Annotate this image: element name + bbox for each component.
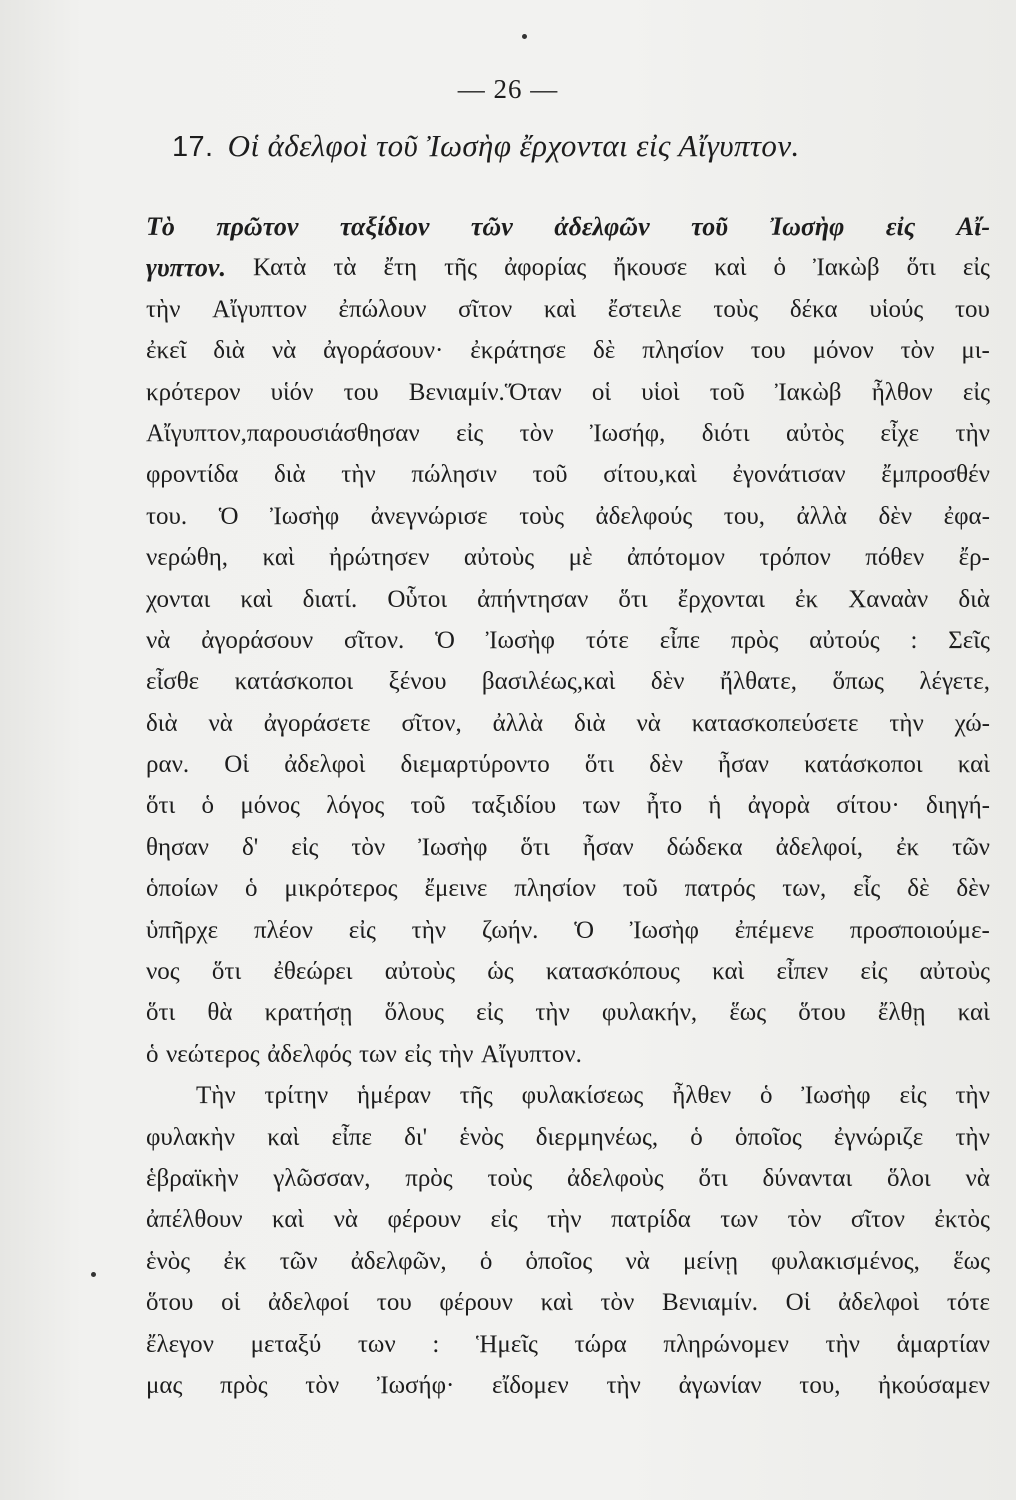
text-line: Τὸ πρῶτον ταξίδιον τῶν ἀδελφῶν τοῦ Ἰωσὴφ εἰς Αἴ-: [146, 212, 990, 241]
text-line: μας πρὸς τὸν Ἰωσήφ· εἴδομεν τὴν ἀγωνίαν του, ἠκούσαμεν: [146, 1371, 990, 1399]
text-line: ραν. Οἱ ἀδελφοὶ διεμαρτύροντο ὅτι δὲν ἦσαν κατάσκοποι καὶ: [146, 751, 990, 779]
text-line: νος ὅτι ἐθεώρει αὐτοὺς ὡς κατασκόπους καὶ εἶπεν εἰς αὐτοὺς: [146, 958, 990, 986]
text-line: κρότερον υἱόν του Βενιαμίν.Ὅταν οἱ υἱοὶ τοῦ Ἰακὼβ ἦλθον εἰς: [146, 378, 990, 406]
text-line: ὁ νεώτερος ἀδελφός των εἰς τὴν Αἴγυπτον.: [146, 1040, 582, 1068]
chapter-title-text: Οἱ ἀδελφοὶ τοῦ Ἰωσὴφ ἔρχονται εἰς Αἴγυπτον.: [227, 128, 800, 163]
text-line: τὴν Αἴγυπτον ἐπώλουν σῖτον καὶ ἔστειλε τοὺς δέκα υἱούς του: [146, 295, 990, 323]
text-line: ὅτι θὰ κρατήσῃ ὅλους εἰς τὴν φυλακήν, ἕως ὅτου ἔλθῃ καὶ: [146, 999, 990, 1027]
text-line: ὅτι ὁ μόνος λόγος τοῦ ταξιδίου των ἦτο ἡ ἀγορὰ σίτου· διηγή-: [146, 792, 990, 820]
text-line: ἀπέλθουν καὶ νὰ φέρουν εἰς τὴν πατρίδα των τὸν σῖτον ἐκτὸς: [146, 1206, 990, 1234]
chapter-number: 17.: [172, 131, 214, 163]
text-line: ὁποίων ὁ μικρότερος ἔμεινε πλησίον τοῦ πατρός των, εἷς δὲ δὲν: [146, 875, 990, 903]
text-line: νὰ ἀγοράσουν σῖτον. Ὁ Ἰωσὴφ τότε εἶπε πρὸς αὐτούς : Σεῖς: [146, 626, 990, 654]
text-line: Τὴν τρίτην ἡμέραν τῆς φυλακίσεως ἦλθεν ὁ Ἰωσὴφ εἰς τὴν: [196, 1082, 990, 1110]
text-line: ἐκεῖ διὰ νὰ ἀγοράσουν· ἐκράτησε δὲ πλησίον του μόνον τὸν μι-: [146, 337, 990, 365]
text-line: φροντίδα διὰ τὴν πώλησιν τοῦ σίτου,καὶ ἐγονάτισαν ἔμπροσθέν: [146, 461, 990, 489]
ink-speck: [91, 1272, 96, 1277]
text-line: θησαν δ' εἰς τὸν Ἰωσὴφ ὅτι ἦσαν δώδεκα ἀδελφοί, ἐκ τῶν: [146, 833, 990, 861]
text-line: φυλακὴν καὶ εἶπε δι' ἑνὸς διερμηνέως, ὁ ὁποῖος ἐγνώριζε τὴν: [146, 1123, 990, 1151]
text-line: ἑβραϊκὴν γλῶσσαν, πρὸς τοὺς ἀδελφοὺς ὅτι δύνανται ὅλοι νὰ: [146, 1164, 990, 1192]
text-line: ὑπῆρχε πλέον εἰς τὴν ζωήν. Ὁ Ἰωσὴφ ἐπέμενε προσποιούμε-: [146, 916, 990, 944]
text-line: ὅτου οἱ ἀδελφοί του φέρουν καὶ τὸν Βενιαμίν. Οἱ ἀδελφοὶ τότε: [146, 1289, 990, 1317]
body-text: [146, 206, 990, 1406]
text-line: γυπτον. Κατὰ τὰ ἔτη τῆς ἀφορίας ἤκουσε καὶ ὁ Ἰακὼβ ὅτι εἰς: [146, 253, 990, 283]
text-line: εἶσθε κατάσκοποι ξένου βασιλέως,καὶ δὲν ἤλθατε, ὅπως λέγετε,: [146, 668, 990, 696]
text-line: νερώθη, καὶ ἠρώτησεν αὐτοὺς μὲ ἀπότομον τρόπον πόθεν ἔρ-: [146, 544, 990, 572]
text-line: χονται καὶ διατί. Οὗτοι ἀπήντησαν ὅτι ἔρχονται ἐκ Χαναὰν διὰ: [146, 585, 990, 613]
text-line: διὰ νὰ ἀγοράσετε σῖτον, ἀλλὰ διὰ νὰ κατασκοπεύσετε τὴν χώ-: [146, 709, 990, 737]
text-line: Αἴγυπτον,παρουσιάσθησαν εἰς τὸν Ἰωσήφ, διότι αὐτὸς εἶχε τὴν: [146, 419, 990, 447]
text-line: ἔλεγον μεταξύ των : Ἡμεῖς τώρα πληρώνομεν τὴν ἁμαρτίαν: [146, 1330, 990, 1358]
chapter-title: [172, 128, 962, 164]
text-line: του. Ὁ Ἰωσὴφ ἀνεγνώρισε τοὺς ἀδελφούς του, ἀλλὰ δὲν ἐφα-: [146, 502, 990, 530]
text-line: ἑνὸς ἐκ τῶν ἀδελφῶν, ὁ ὁποῖος νὰ μείνῃ φυλακισμένος, ἕως: [146, 1247, 990, 1275]
page-number: — 26 —: [457, 74, 559, 104]
ink-speck: [522, 34, 527, 39]
